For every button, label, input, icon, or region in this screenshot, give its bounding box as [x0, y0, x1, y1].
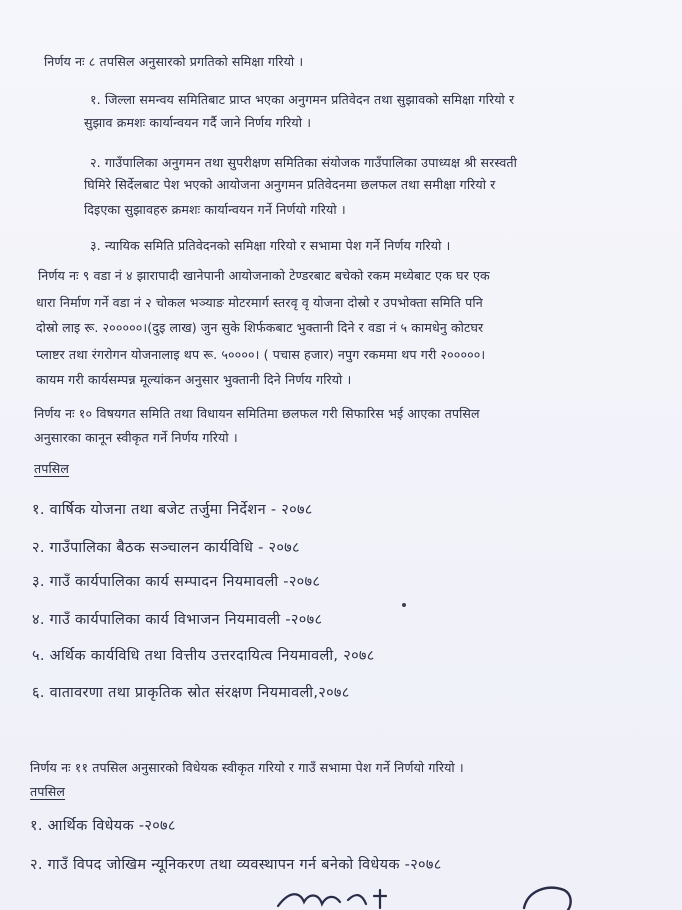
- decision-8-item-2-line-2: घिमिरे सिर्देलबाट पेश भएको आयोजना अनुगमन प्रतिवेदनमा छलफल तथा समीक्षा गरियो र: [84, 177, 496, 192]
- tapasil-2-item: १. आर्थिक विधेयक -२०७८: [30, 818, 176, 834]
- tapasil-1-item: ६. वातावरणा तथा प्राकृतिक स्रोत संरक्षण नियमावली,२०७८: [32, 685, 350, 701]
- decision-8-item-2-line-3: दिइएका सुझावहरु क्रमशः कार्यान्वयन गर्ने निर्णयो गरियो ।: [84, 202, 346, 217]
- tapasil-2-item: २. गाउँ विपद जोखिम न्यूनिकरण तथा व्यवस्थापन गर्न बनेको विधेयक -२०७८: [30, 857, 442, 873]
- tapasil-1-item: २. गाउँपालिका बैठक सञ्चालन कार्यविधि - २०७८: [32, 540, 300, 556]
- decision-9-line-4: प्लाष्टर तथा रंगरोगन योजनालाइ थप रू. ५००००। ( पचास हजार) नपुग रकममा थप गरी २०००००।: [36, 347, 486, 362]
- decision-10-line-2: अनुसारका कानून स्वीकृत गर्ने निर्णय गरियो ।: [34, 430, 238, 445]
- tapasil-1-item: ४. गाउँ कार्यपालिका कार्य विभाजन नियमावली -२०७८: [32, 612, 323, 628]
- decision-9-line-2: धारा निर्माण गर्ने वडा नं २ चोकल भञ्याङ मोटरमार्ग स्तरवृ वृ योजना दोस्रो र उपभोक्ता समिति पनि: [36, 295, 483, 310]
- tapasil-1-item: ५. अर्थिक कार्यविधि तथा वित्तीय उत्तरदायित्व नियमावली, २०७८: [32, 648, 375, 664]
- decision-10-line-1: निर्णय नः १० विषयगत समिति तथा विधायन समितिमा छलफल गरी सिफारिस भई आएका तपसिल: [34, 406, 480, 421]
- decision-8-item-1-line-1: १. जिल्ला समन्वय समितिबाट प्राप्त भएका अनुगमन प्रतिवेदन तथा सुझावको समिक्षा गरियो र: [90, 92, 515, 107]
- decision-9-line-5: कायम गरी कार्यसम्पन्न मूल्यांकन अनुसार भुक्तानी दिने निर्णय गरियो ।: [36, 372, 352, 387]
- tapasil-1-heading: तपसिल: [34, 461, 70, 476]
- signature-mark: [270, 886, 410, 910]
- decision-9-line-3: दोस्रो लाइ रू. २०००००।(दुइ लाख) जुन सुके शिर्फकबाट भुक्तानी दिने र वडा नं ५ कामधेनु कोटघर: [36, 320, 484, 335]
- decision-11: निर्णय नः ११ तपसिल अनुसारको विधेयक स्वीकृत गरियो र गाउँ सभामा पेश गर्ने निर्णयो गरियो ।: [30, 760, 464, 775]
- tapasil-2-heading: तपसिल: [30, 784, 66, 799]
- decision-8-item-2-line-1: २. गाउँपालिका अनुगमन तथा सुपरीक्षण समितिका संयोजक गाउँपालिका उपाध्यक्ष श्री सरस्वती: [90, 155, 517, 170]
- decision-8-heading: निर्णय नः ८ तपसिल अनुसारको प्रगतिको समिक्षा गरियो ।: [44, 54, 304, 69]
- decision-8-item-3: ३. न्यायिक समिति प्रतिवेदनको समिक्षा गरियो र सभामा पेश गर्ने निर्णय गरियो ।: [90, 238, 451, 253]
- tapasil-1-item: ३. गाउँ कार्यपालिका कार्य सम्पादन नियमावली -२०७८: [32, 574, 321, 590]
- signature-mark: [518, 880, 578, 910]
- decision-8-item-1-line-2: सुझाव क्रमशः कार्यान्वयन गर्दै जाने निर्णय गरियो ।: [84, 115, 312, 130]
- tapasil-1-item: १. वार्षिक योजना तथा बजेट तर्जुमा निर्देशन - २०७८: [32, 502, 313, 518]
- ink-dot: [402, 603, 406, 607]
- decision-9-line-1: निर्णय नः ९ वडा नं ४ झारापादी खानेपानी आयोजनाको टेण्डरबाट बचेको रकम मध्येबाट एक घर एक: [38, 268, 490, 283]
